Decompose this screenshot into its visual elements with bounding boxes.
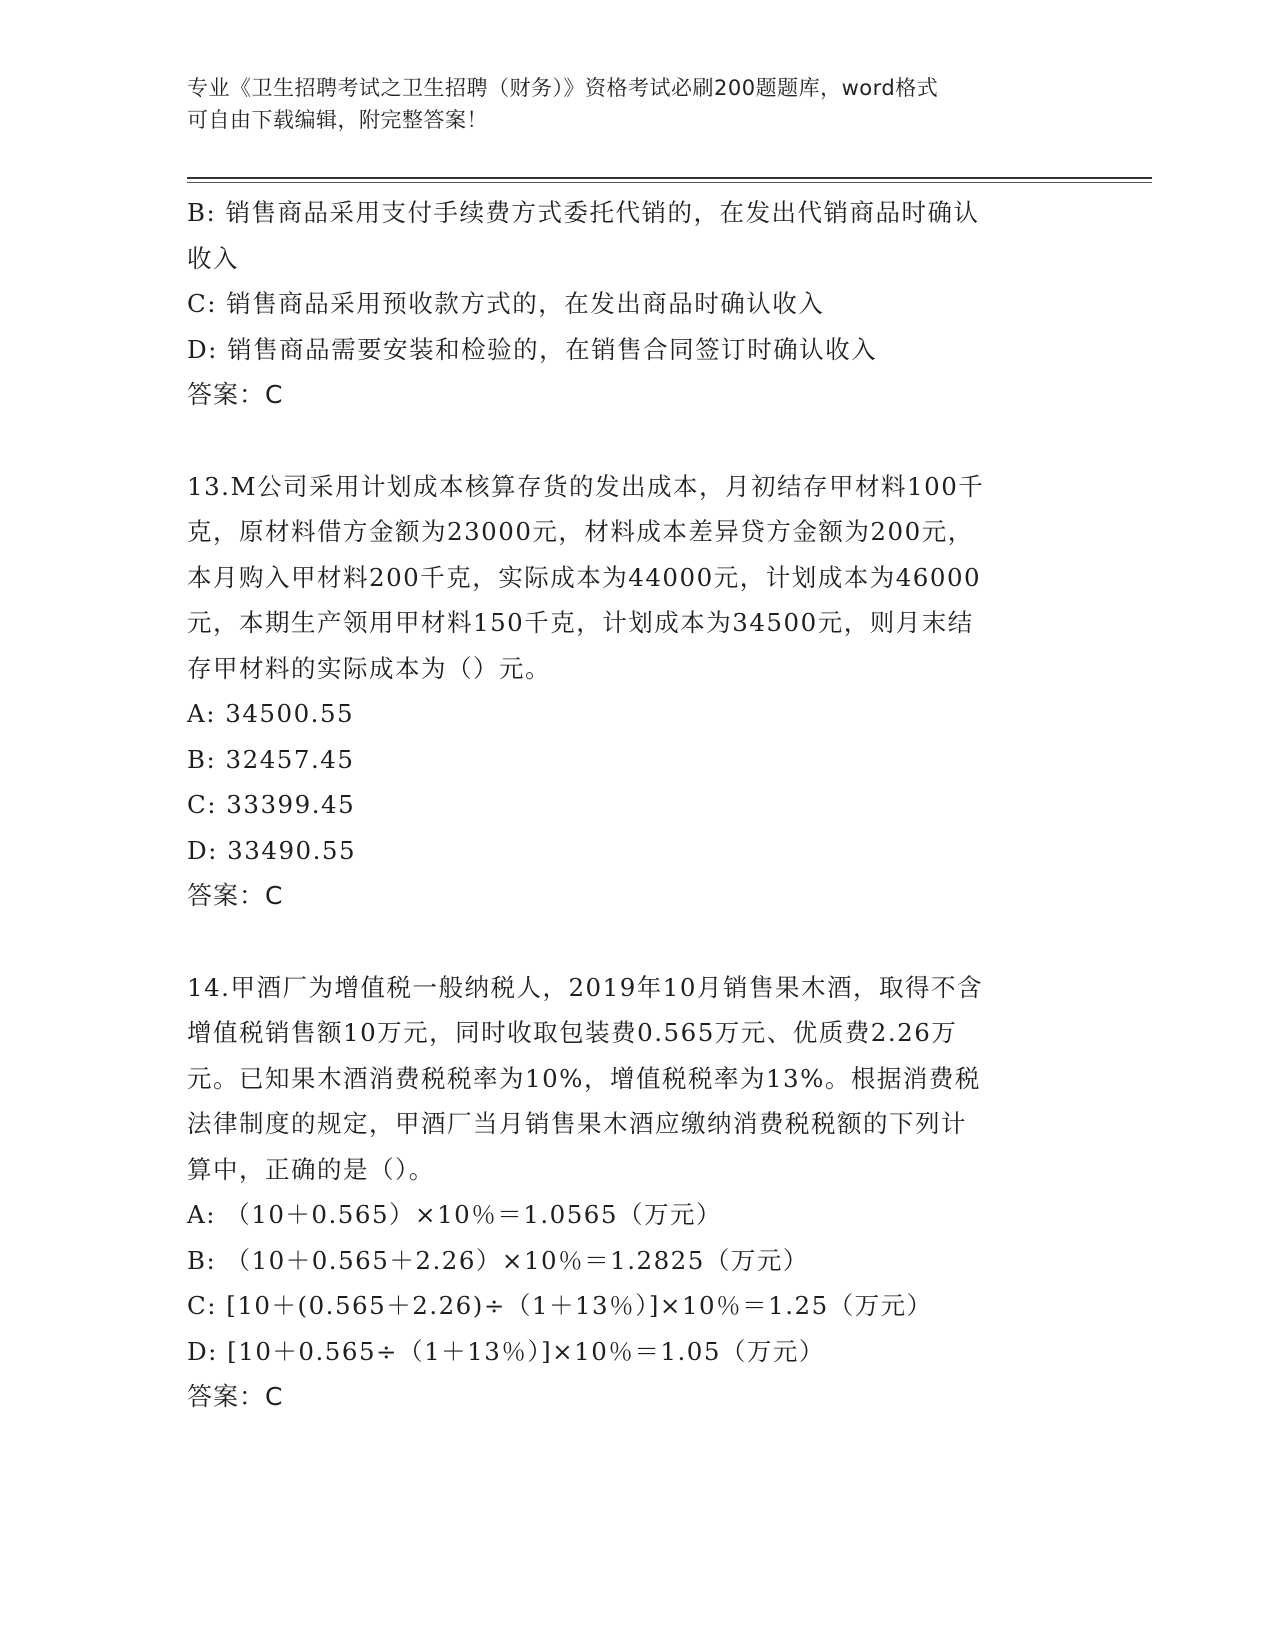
header-divider-thin: [187, 182, 1152, 183]
question-13: [187, 464, 1077, 919]
option-d: D: 33490.55: [187, 835, 357, 865]
question-stem-line: 克，原材料借方金额为23000元，材料成本差异贷方金额为200元，: [187, 517, 974, 546]
header-line-1: 专业《卫生招聘考试之卫生招聘（财务）》资格考试必刷200题题库，word格式: [187, 76, 939, 100]
question-12-tail: [187, 190, 1077, 418]
option-d: D: 销售商品需要安装和检验的，在销售合同签订时确认收入: [187, 334, 878, 364]
question-stem-line: 算中，正确的是（）。: [187, 1154, 435, 1184]
answer-line: 答案：C: [187, 380, 284, 409]
header-line-2: 可自由下载编辑，附完整答案！: [187, 108, 488, 132]
question-stem-line: 元。已知果木酒消费税税率为10%，增值税税率为13%。根据消费税: [187, 1063, 981, 1093]
document-body: [187, 190, 1077, 1420]
option-d: D: [10＋0.565÷（1＋13％）]×10％＝1.05（万元）: [187, 1336, 825, 1366]
option-a: A: （10＋0.565）×10％＝1.0565（万元）: [187, 1200, 722, 1229]
question-stem-line: 本月购入甲材料200千克，实际成本为44000元，计划成本为46000: [187, 562, 982, 592]
option-b: B: 销售商品采用支付手续费方式委托代销的，在发出代销商品时确认: [187, 198, 980, 227]
question-stem-line: 法律制度的规定，甲酒厂当月销售果木酒应缴纳消费税税额的下列计: [187, 1109, 967, 1138]
option-c: C: [10＋(0.565＋2.26)÷（1＋13％）]×10％＝1.25（万元）: [187, 1291, 933, 1320]
question-stem-line: 14.甲酒厂为增值税一般纳税人，2019年10月销售果木酒，取得不含: [187, 972, 983, 1002]
question-stem-line: 元，本期生产领用甲材料150千克，计划成本为34500元，则月末结: [187, 608, 974, 637]
option-c: C: 销售商品采用预收款方式的，在发出商品时确认收入: [187, 289, 825, 318]
answer-line: 答案：C: [187, 881, 284, 910]
option-b-continued: 收入: [187, 243, 239, 273]
question-stem-line: 13.M公司采用计划成本核算存货的发出成本，月初结存甲材料100千: [187, 471, 985, 501]
option-c: C: 33399.45: [187, 790, 356, 819]
header-divider: [187, 177, 1152, 179]
question-stem-line: 存甲材料的实际成本为（）元。: [187, 653, 551, 683]
question-stem-line: 增值税销售额10万元，同时收取包装费0.565万元、优质费2.26万: [187, 1018, 958, 1047]
answer-line: 答案：C: [187, 1382, 284, 1411]
option-b: B: （10＋0.565＋2.26）×10％＝1.2825（万元）: [187, 1245, 809, 1275]
question-14: [187, 965, 1077, 1420]
option-a: A: 34500.55: [187, 699, 355, 728]
document-header: [187, 72, 1067, 136]
option-b: B: 32457.45: [187, 744, 355, 774]
